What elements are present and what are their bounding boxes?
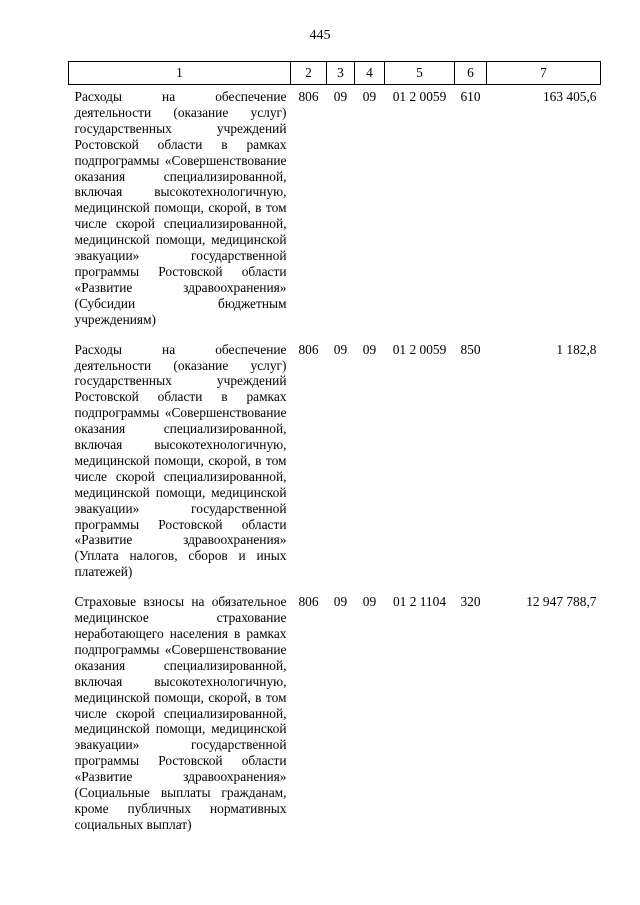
- row-target-article: 01 2 0059: [392, 89, 447, 104]
- column-number-header: [69, 62, 601, 85]
- column-header-3: 3: [327, 62, 355, 85]
- page-number: 445: [309, 28, 331, 43]
- column-header-5: 5: [385, 62, 455, 85]
- row-description: Расходы на обеспечение деятельности (оказание услуг) государственных учреждений Ростовской области в рамках подпрограммы «Совершенствование оказания специализированной, включая высокотехнологичную, медицинской помощи, скорой, в том числе скорой специализированной, медицинской помощи, медицинской эвакуации» государственной программы Ростовской области «Развитие здравоохранения» (Уплата налогов, сборов и иных платежей): [74, 341, 287, 580]
- column-header-4: 4: [355, 62, 385, 85]
- row-ministry-code: 806: [298, 341, 319, 357]
- column-header-7: 7: [487, 62, 601, 85]
- column-header-6: 6: [455, 62, 487, 85]
- budget-table: [68, 61, 601, 847]
- row-amount: 12 947 788,7: [526, 594, 597, 610]
- column-header-1: 1: [69, 62, 291, 85]
- row-section-code: 09: [333, 89, 348, 104]
- row-subsection-code: 09: [362, 89, 377, 104]
- row-description: Расходы на обеспечение деятельности (оказание услуг) государственных учреждений Ростовской области в рамках подпрограммы «Совершенствование оказания специализированной, включая высокотехнологичную, медицинской помощи, скорой, в том числе скорой специализированной, медицинской помощи, медицинской эвакуации» государственной программы Ростовской области «Развитие здравоохранения» (Субсидии бюджетным учреждениям): [74, 89, 287, 327]
- row-expense-type: 320: [460, 594, 481, 610]
- row-ministry-code: 806: [298, 89, 319, 104]
- row-target-article: 01 2 1104: [392, 594, 447, 610]
- row-section-code: 09: [333, 594, 348, 610]
- table-row: [69, 342, 601, 595]
- table-row: [69, 594, 601, 847]
- row-section-code: 09: [333, 341, 348, 357]
- row-amount: 1 182,8: [556, 341, 597, 357]
- row-expense-type: 610: [460, 89, 481, 104]
- row-expense-type: 850: [460, 341, 481, 357]
- row-ministry-code: 806: [298, 594, 319, 610]
- row-subsection-code: 09: [362, 341, 377, 357]
- table-row: [69, 85, 601, 342]
- row-description: Страховые взносы на обязательное медицинское страхование неработающего населения в рамках подпрограммы «Совершенствование оказания специализированной, включая высокотехнологичную, медицинской помощи, скорой, в том числе скорой специализированной, медицинской помощи, медицинской эвакуации» государственной программы Ростовской области «Развитие здравоохранения» (Социальные выплаты гражданам, кроме публичных нормативных социальных выплат): [74, 594, 287, 832]
- row-target-article: 01 2 0059: [392, 341, 447, 357]
- row-subsection-code: 09: [362, 594, 377, 610]
- row-amount: 163 405,6: [542, 89, 597, 104]
- column-header-2: 2: [291, 62, 327, 85]
